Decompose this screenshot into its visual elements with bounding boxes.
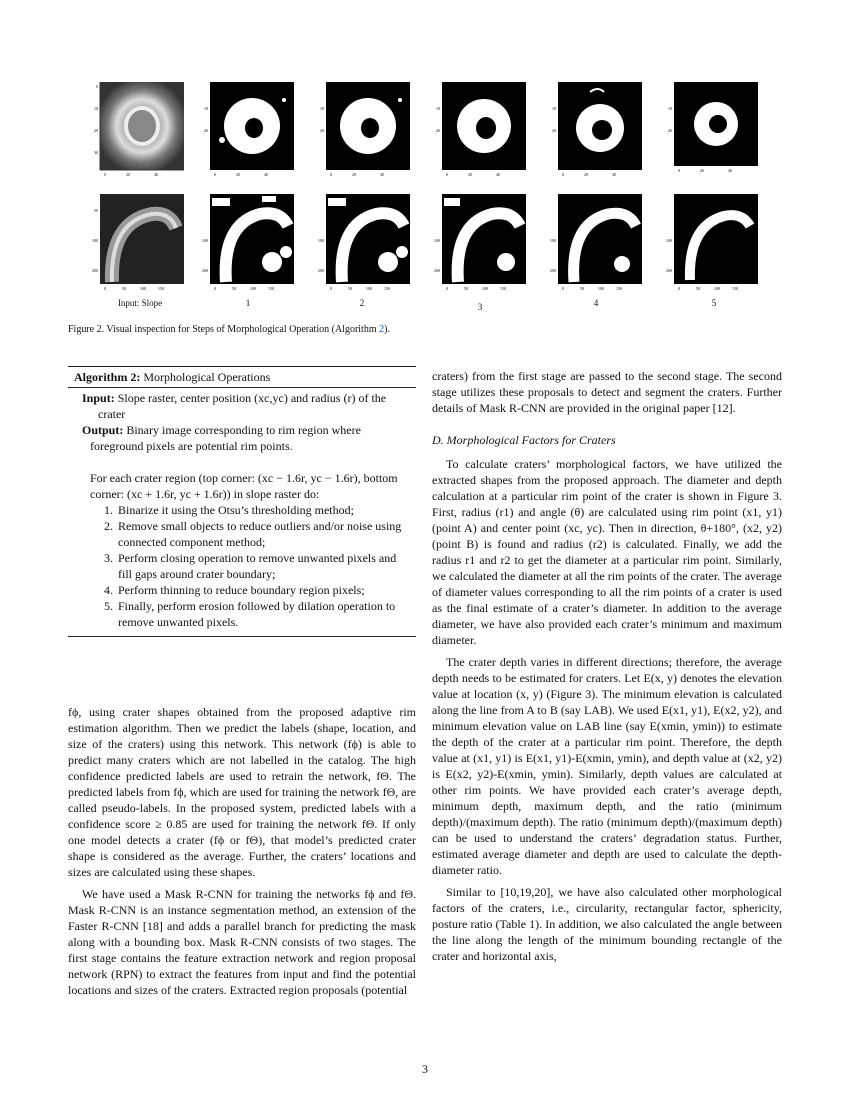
caption-end: ).	[384, 324, 390, 335]
svg-text:0: 0	[104, 286, 106, 291]
panel-slope-input-bottom	[92, 192, 186, 296]
svg-text:20: 20	[700, 168, 704, 173]
label-step-2: 2	[359, 298, 365, 308]
input-text: Slope raster, center position (xc,yc) and radius (r) of the crater	[98, 391, 387, 421]
svg-text:20: 20	[584, 172, 588, 177]
svg-text:0: 0	[562, 172, 564, 177]
svg-text:0: 0	[96, 84, 98, 89]
svg-text:200: 200	[434, 268, 440, 273]
svg-text:100: 100	[366, 286, 372, 291]
label-step-1: 1	[245, 298, 251, 308]
panel-step-5-top	[666, 80, 760, 180]
svg-text:50: 50	[348, 286, 352, 291]
panel-step-3-bottom	[434, 192, 528, 296]
svg-text:100: 100	[666, 238, 672, 243]
label-input-slope: Input: Slope	[117, 298, 163, 308]
algorithm-box	[68, 366, 416, 637]
svg-text:40: 40	[264, 172, 268, 177]
svg-text:10: 10	[94, 106, 98, 111]
svg-text:150: 150	[500, 286, 506, 291]
svg-text:100: 100	[318, 238, 324, 243]
panel-step-4-bottom	[550, 192, 644, 296]
page-number: 3	[422, 1062, 428, 1076]
svg-text:100: 100	[250, 286, 256, 291]
svg-text:150: 150	[384, 286, 390, 291]
svg-text:10: 10	[668, 106, 672, 111]
right-paragraph-4: Similar to [10,19,20], we have also calculated other morphological factors of the craters, i.e., circularity, rectangular factor, sphericity, posture ratio (Table 1). In addition, we also calculated the angle between the line along the length of the minimum bounding rectangle of the crater and horizontal axis,	[432, 885, 782, 963]
right-paragraph-2: To calculate craters’ morphological factors, we have utilized the extracted shapes from the proposed approach. The diameter and depth calculation at a particular rim point of the crater is shown in Figure 3. First, radius (r1) and angle (θ) are calculated using rim point (x1, y1) (point A) and center point (xc, yc). Then in direction, θ+180°, (x2, y2) (point B) is found and radius (r2) is calculated. Finally, we add the radius r1 and r2 to get the diameter at a particular rim point. Similarly, we calculated the diameter at all the rim points of the crater. The average of diameter values corresponding to all the rim points of a crater is used as the final estimate of a crater’s diameter. In addition to the average diameter, we have also provided each crater’s minimum and maximum diameter.	[432, 457, 782, 647]
algorithm-title	[68, 367, 416, 387]
left-paragraph-1: fϕ, using crater shapes obtained from the proposed adaptive rim estimation algorithm. Then we predict the labels (shape, location, and size of the craters) using this network. This network (fϕ) is able to predict many craters which are not labelled in the catalog. The high confidence predicted labels are used to retrain the network, fΘ. The predicted labels from fϕ, which are used for training the network fΘ, are called pseudo-labels. In the proposed system, predicted labels with a confidence score ≥ 0.85 are used for training the network fΘ. If only one model detects a crater (fϕ or fΘ), that model’s predicted crater shape is considered as the average. Further, the craters’ locations and sizes are calculated using these shapes.	[68, 705, 416, 879]
output-text: Binary image corresponding to rim region where foreground pixels are potential rim points.	[90, 423, 361, 453]
svg-text:20: 20	[236, 172, 240, 177]
input-label: Input:	[82, 391, 115, 405]
left-column	[68, 704, 416, 998]
svg-text:100: 100	[550, 238, 556, 243]
panel-step-5-bottom	[666, 192, 760, 296]
right-paragraph-3: The crater depth varies in different directions; therefore, the average depth needs to be estimated for craters. Let E(x, y) denotes the elevation value at location (x, y) (Figure 3). The minimum elevation is calculated along the line from A to B (say LAB). We used E(x1, y1), E(x2, y2), and minimum elevation value on LAB line (say E(xmin, ymin)) to estimate the depth of the crater at a particular rim point. Therefore, the depth value at (x1, y1) is E(x1, y1)-E(xmin, ymin), and depth value at (x2, y2) is E(x2, y2)-E(xmin, ymin). Similarly, depth values are calculated at other rim points. We have provided each crater’s average depth, minimum depth, maximum depth, and the ratio (minimum depth)/(maximum depth). The ratio (minimum depth)/(maximum depth) can be used to understand the craters’ degradation status. Further, estimated average diameter and depth are used to calculate the depth-diameter ratio.	[432, 655, 782, 877]
svg-text:100: 100	[598, 286, 604, 291]
algorithm-step: 4. Perform thinning to reduce boundary region pixels;	[116, 582, 402, 598]
svg-text:20: 20	[204, 128, 208, 133]
svg-text:200: 200	[318, 268, 324, 273]
algorithm-step: 2. Remove small objects to reduce outliers and/or noise using connected component method;	[116, 518, 402, 550]
svg-text:200: 200	[92, 268, 98, 273]
svg-text:20: 20	[436, 128, 440, 133]
svg-text:150: 150	[732, 286, 738, 291]
label-step-4: 4	[593, 298, 599, 308]
right-paragraph-1: craters) from the first stage are passed to the second stage. The second stage utilizes these proposals to detect and segment the craters. Further details of Mask R-CNN are provided in the original paper [12].	[432, 369, 782, 415]
svg-text:50: 50	[232, 286, 236, 291]
svg-text:0: 0	[330, 286, 332, 291]
panel-step-2-top	[318, 80, 412, 180]
svg-text:50: 50	[94, 208, 98, 213]
algorithm-name: Morphological Operations	[143, 370, 271, 384]
panel-step-1-top	[202, 80, 296, 180]
svg-text:20: 20	[668, 128, 672, 133]
svg-text:150: 150	[158, 286, 164, 291]
algorithm-ref-link[interactable]: 2	[379, 324, 385, 335]
panel-step-3-top	[434, 80, 528, 180]
panel-step-2-bottom	[318, 192, 412, 296]
algorithm-step: 5. Finally, perform erosion followed by dilation operation to remove unwanted pixels.	[116, 598, 402, 630]
caption-text: Figure 2. Visual inspection for Steps of Morphological Operation (Algorithm	[68, 324, 380, 335]
right-column	[432, 368, 782, 964]
algorithm-input	[82, 390, 402, 422]
svg-text:50: 50	[580, 286, 584, 291]
label-step-5: 5	[711, 298, 717, 308]
svg-text:0: 0	[678, 168, 680, 173]
svg-text:100: 100	[140, 286, 146, 291]
svg-text:150: 150	[616, 286, 622, 291]
svg-text:30: 30	[94, 150, 98, 155]
svg-text:100: 100	[714, 286, 720, 291]
section-heading: D. Morphological Factors for Craters	[432, 433, 616, 447]
svg-text:200: 200	[666, 268, 672, 273]
svg-text:200: 200	[550, 268, 556, 273]
algorithm-step: 3. Perform closing operation to remove unwanted pixels and fill gaps around crater boundary;	[116, 550, 402, 582]
svg-text:10: 10	[320, 106, 324, 111]
svg-text:20: 20	[352, 172, 356, 177]
svg-text:20: 20	[320, 128, 324, 133]
svg-text:40: 40	[154, 172, 158, 177]
svg-text:20: 20	[468, 172, 472, 177]
svg-text:20: 20	[94, 128, 98, 133]
svg-text:10: 10	[204, 106, 208, 111]
svg-text:50: 50	[464, 286, 468, 291]
svg-text:40: 40	[728, 168, 732, 173]
svg-text:150: 150	[268, 286, 274, 291]
svg-text:100: 100	[92, 238, 98, 243]
svg-text:0: 0	[330, 172, 332, 177]
figure-caption	[68, 324, 390, 335]
svg-text:0: 0	[446, 286, 448, 291]
algorithm-steps	[82, 502, 402, 630]
algorithm-number: Algorithm 2:	[74, 370, 141, 384]
svg-text:40: 40	[380, 172, 384, 177]
svg-text:0: 0	[678, 286, 680, 291]
svg-text:0: 0	[104, 172, 106, 177]
algorithm-output	[82, 422, 402, 454]
svg-text:100: 100	[202, 238, 208, 243]
svg-text:0: 0	[214, 172, 216, 177]
output-label: Output:	[82, 423, 124, 437]
svg-text:20: 20	[126, 172, 130, 177]
svg-text:200: 200	[202, 268, 208, 273]
algorithm-intro: For each crater region (top corner: (xc − 1.6r, yc − 1.6r), bottom corner: (xc + 1.6r, yc + 1.6r)) in slope raster do:	[90, 471, 398, 501]
svg-text:0: 0	[562, 286, 564, 291]
svg-text:50: 50	[696, 286, 700, 291]
svg-text:40: 40	[612, 172, 616, 177]
panel-slope-input-top	[92, 80, 186, 180]
svg-text:100: 100	[434, 238, 440, 243]
svg-text:0: 0	[446, 172, 448, 177]
panel-step-4-top	[550, 80, 644, 180]
label-step-3: 3	[477, 302, 483, 312]
svg-text:20: 20	[552, 128, 556, 133]
panel-step-1-bottom	[202, 192, 296, 296]
svg-text:0: 0	[214, 286, 216, 291]
svg-text:100: 100	[482, 286, 488, 291]
svg-text:10: 10	[436, 106, 440, 111]
algorithm-step: 1. Binarize it using the Otsu’s thresholding method;	[116, 502, 402, 518]
svg-text:50: 50	[122, 286, 126, 291]
svg-text:40: 40	[496, 172, 500, 177]
svg-text:10: 10	[552, 106, 556, 111]
left-paragraph-2: We have used a Mask R-CNN for training the networks fϕ and fΘ. Mask R-CNN is an instance segmentation method, an extension of the Faster R-CNN [18] and adds a parallel branch for predicting the mask along with a bounding box. Mask R-CNN consists of two stages. The first stage contains the feature extraction network and region proposal network (RPN) to extract the features from input and find the potential locations and sizes of the craters. Extracted region proposals (potential	[68, 887, 416, 997]
